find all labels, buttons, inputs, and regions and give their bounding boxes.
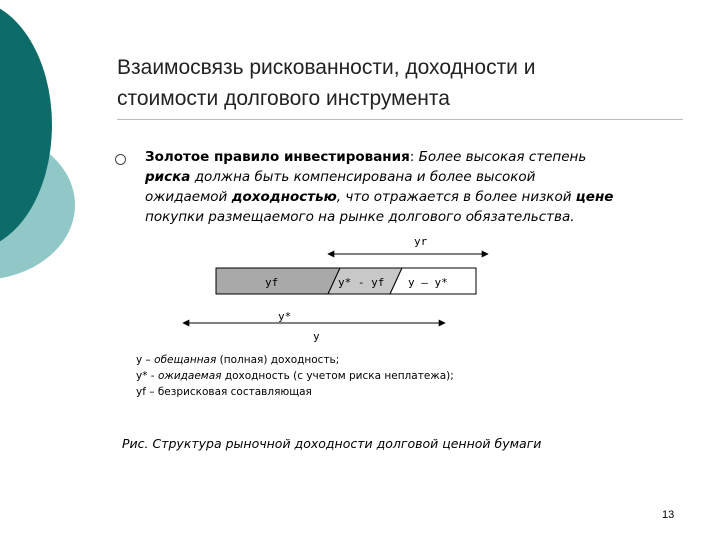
bullet-line-1: Золотое правило инвестирования: Более высокая степень — [145, 149, 587, 165]
slide-title — [117, 52, 697, 114]
bullet-paragraph — [145, 147, 700, 227]
yr-label: yr — [414, 235, 428, 248]
title-divider — [117, 119, 683, 120]
bullet-circle-icon — [115, 154, 126, 165]
bullet-line-2: риска должна быть компенсирована и более высокой — [145, 169, 536, 185]
bullet-line-4: покупки размещаемого на рынке долгового обязательства. — [145, 209, 575, 225]
figure-caption: Рис. Структура рыночной доходности долговой ценной бумаги — [122, 436, 542, 451]
title-line-2: стоимости долгового инструмента — [117, 87, 450, 110]
decorative-shapes — [0, 0, 110, 320]
yf-box-label: yf — [265, 276, 279, 289]
legend — [136, 352, 616, 400]
page-number: 13 — [662, 509, 675, 521]
ystar-label: y* — [278, 310, 292, 323]
y-label: y — [313, 330, 320, 342]
legend-line-3: yf – безрисковая составляющая — [136, 386, 312, 398]
yield-structure-diagram — [170, 232, 490, 347]
mid-box-label: y* - yf — [338, 276, 385, 289]
bold-label: Золотое правило инвестирования — [145, 149, 410, 165]
title-line-1: Взаимосвязь рискованности, доходности и — [117, 56, 536, 79]
legend-line-2: y* - ожидаемая доходность (с учетом риска неплатежа); — [136, 370, 454, 382]
legend-line-1: y – обещанная (полная) доходность; — [136, 354, 340, 366]
bullet-line-3: ожидаемой доходностью, что отражается в более низкой цене — [145, 189, 614, 205]
right-box-label: y – y* — [408, 276, 448, 289]
